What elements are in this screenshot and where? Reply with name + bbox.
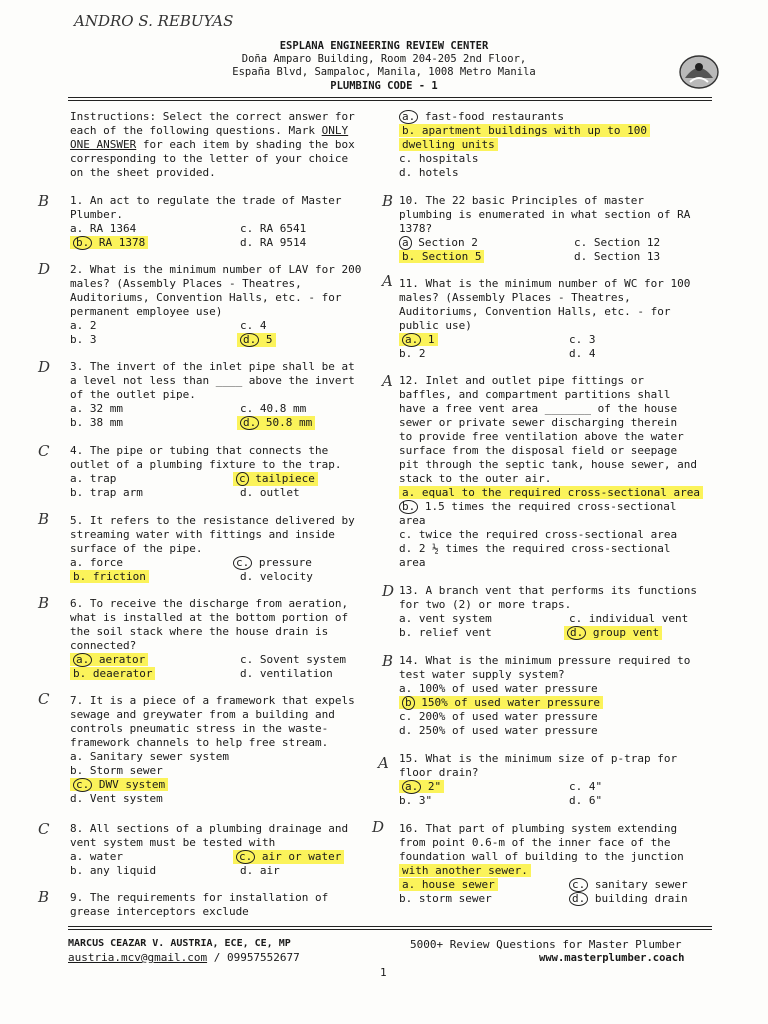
highlighted-answer: b. friction bbox=[70, 570, 149, 583]
author-contact: austria.mcv@gmail.com / 09957552677 bbox=[68, 951, 300, 964]
question-16: 16. That part of plumbing system extending from point 0.6-m of the inner face of the foundation wall of building to the junction with another sewer. a. house sewer c. sanitary sewer b. storm sewer d. building drain bbox=[399, 822, 688, 905]
question-5: 5. It refers to the resistance delivered by streaming water with fittings and inside surface of the pipe. a. force c. pressure b. friction d. velocity bbox=[70, 514, 355, 583]
question-9-choices: a. fast-food restaurants b. apartment buildings with up to 100 dwelling units c. hospitals d. hotels bbox=[399, 110, 650, 180]
question-13: 13. A branch vent that performs its functions for two (2) or more traps. a. vent system c. individual vent b. relief vent d. group vent bbox=[399, 584, 698, 639]
question-12: 12. Inlet and outlet pipe fittings or baffles, and compartment partitions shall have a free vent area _______ of the house sewer or private sewer discharging therein to provide free ventilation above the water surface from the disposal field or seepage pit through the septic tank, house sewer, and stack to the outer air. a. equal to the required cross-sectional area b. 1.5 times the required cross-sectional area c. twice the required cross-sectional area d. 2 ½ times the required cross-sectional area bbox=[399, 374, 703, 570]
highlighted-answer: a. 2" bbox=[399, 780, 444, 793]
answer-mark-6: B bbox=[38, 594, 50, 612]
answer-mark-5: B bbox=[38, 510, 50, 528]
highlighted-answer: d. 50.8 mm bbox=[237, 416, 315, 430]
highlighted-answer: a. 1 bbox=[399, 333, 438, 346]
answer-mark-11: A bbox=[382, 272, 393, 290]
handwritten-name: ANDRO S. REBUYAS bbox=[74, 12, 234, 30]
org-name: ESPLANA ENGINEERING REVIEW CENTER bbox=[279, 40, 489, 52]
address-line-2: España Blvd, Sampaloc, Manila, 1008 Metro Manila bbox=[232, 66, 536, 78]
question-15: 15. What is the minimum size of p-trap for floor drain? a. 2" c. 4" b. 3" d. 6" bbox=[399, 752, 678, 807]
answer-mark-16: D bbox=[372, 818, 385, 836]
footer-rule bbox=[68, 926, 712, 927]
author-name: MARCUS CEAZAR V. AUSTRIA, ECE, CE, MP bbox=[68, 938, 291, 949]
answer-mark-4: C bbox=[38, 442, 50, 460]
email-link[interactable]: austria.mcv@gmail.com bbox=[68, 951, 208, 964]
question-9: 9. The requirements for installation of grease interceptors exclude bbox=[70, 891, 329, 918]
highlighted-answer: a. house sewer bbox=[399, 878, 498, 891]
answer-mark-10: B bbox=[382, 192, 394, 210]
highlighted-answer: c tailpiece bbox=[233, 472, 318, 486]
answer-mark-7: C bbox=[38, 690, 50, 708]
instructions: Instructions: Select the correct answer for each of the following questions. Mark ONLY ONE ANSWER for each item by shading the box corresponding to the letter of your choice on the sheet provided. bbox=[70, 110, 355, 179]
question-11: 11. What is the minimum number of WC for 100 males? (Assembly Places - Theatres, Auditoriums, Convention Halls, etc. - for public use) a. 1 c. 3 b. 2 d. 4 bbox=[399, 277, 691, 360]
answer-mark-15: A bbox=[378, 754, 389, 772]
highlighted-answer: b. Section 5 bbox=[399, 250, 484, 263]
header-rule bbox=[68, 97, 712, 98]
highlighted-answer: c. air or water bbox=[233, 850, 344, 864]
answer-mark-9: B bbox=[38, 888, 50, 906]
page-number: 1 bbox=[380, 966, 387, 979]
highlighted-answer: b. RA 1378 bbox=[70, 236, 148, 249]
highlighted-answer: b 150% of used water pressure bbox=[399, 696, 603, 709]
answer-mark-8: C bbox=[38, 820, 50, 838]
answer-mark-12: A bbox=[382, 372, 393, 390]
highlighted-answer: d. 5 bbox=[237, 333, 276, 347]
highlighted-answer: d. group vent bbox=[564, 626, 662, 640]
answer-mark-3: D bbox=[38, 358, 51, 376]
highlighted-answer: b. deaerator bbox=[70, 667, 155, 680]
question-4: 4. The pipe or tubing that connects the outlet of a plumbing fixture to the trap. a. trap c tailpiece b. trap arm d. outlet bbox=[70, 444, 342, 499]
answer-mark-13: D bbox=[382, 582, 395, 600]
question-2: 2. What is the minimum number of LAV for 200 males? (Assembly Places - Theatres, Auditoriums, Convention Halls, etc. - for permanent employee use) a. 2 c. 4 b. 3 d. 5 bbox=[70, 263, 362, 346]
highlighted-answer: b. apartment buildings with up to 100 bbox=[399, 124, 650, 137]
highlighted-answer: c. DWV system bbox=[70, 778, 168, 791]
review-center-logo bbox=[676, 48, 722, 92]
answer-mark-2: D bbox=[38, 260, 51, 278]
answer-mark-14: B bbox=[382, 652, 394, 670]
question-8: 8. All sections of a plumbing drainage and vent system must be tested with a. water c. air or water b. any liquid d. air bbox=[70, 822, 349, 877]
question-10: 10. The 22 basic Principles of master plumbing is enumerated in what section of RA 1378? a Section 2 c. Section 12 b. Section 5 d. Section 13 bbox=[399, 194, 691, 263]
exam-title: PLUMBING CODE - 1 bbox=[330, 80, 438, 92]
question-1: 1. An act to regulate the trade of Master Plumber. a. RA 1364 c. RA 6541 b. RA 1378 d. RA 9514 bbox=[70, 194, 342, 249]
question-6: 6. To receive the discharge from aeration, what is installed at the bottom portion of the soil stack where the house drain is connected? a. aerator c. Sovent system b. deaerator d. ventilation bbox=[70, 597, 349, 680]
address-line-1: Doña Amparo Building, Room 204-205 2nd Floor, bbox=[241, 53, 527, 65]
header-rule-2 bbox=[68, 100, 712, 101]
website-link[interactable]: www.masterplumber.coach bbox=[539, 952, 685, 964]
footer-tagline: 5000+ Review Questions for Master Plumber bbox=[410, 938, 682, 951]
answer-mark-1: B bbox=[38, 192, 50, 210]
footer-rule-2 bbox=[68, 929, 712, 930]
question-7: 7. It is a piece of a framework that expels sewage and greywater from a building and controls pneumatic stress in the waste- framework channels to help free stream. a. Sanitary sewer system b. Storm sewer c. DWV system d. Vent system bbox=[70, 694, 355, 805]
highlighted-answer: a. equal to the required cross-sectional area bbox=[399, 486, 703, 499]
question-3: 3. The invert of the inlet pipe shall be at a level not less than ____ above the invert of the outlet pipe. a. 32 mm c. 40.8 mm b. 38 mm d. 50.8 mm bbox=[70, 360, 355, 429]
question-14: 14. What is the minimum pressure required to test water supply system? a. 100% of used water pressure b 150% of used water pressure c. 200% of used water pressure d. 250% of used water pressure bbox=[399, 654, 691, 737]
